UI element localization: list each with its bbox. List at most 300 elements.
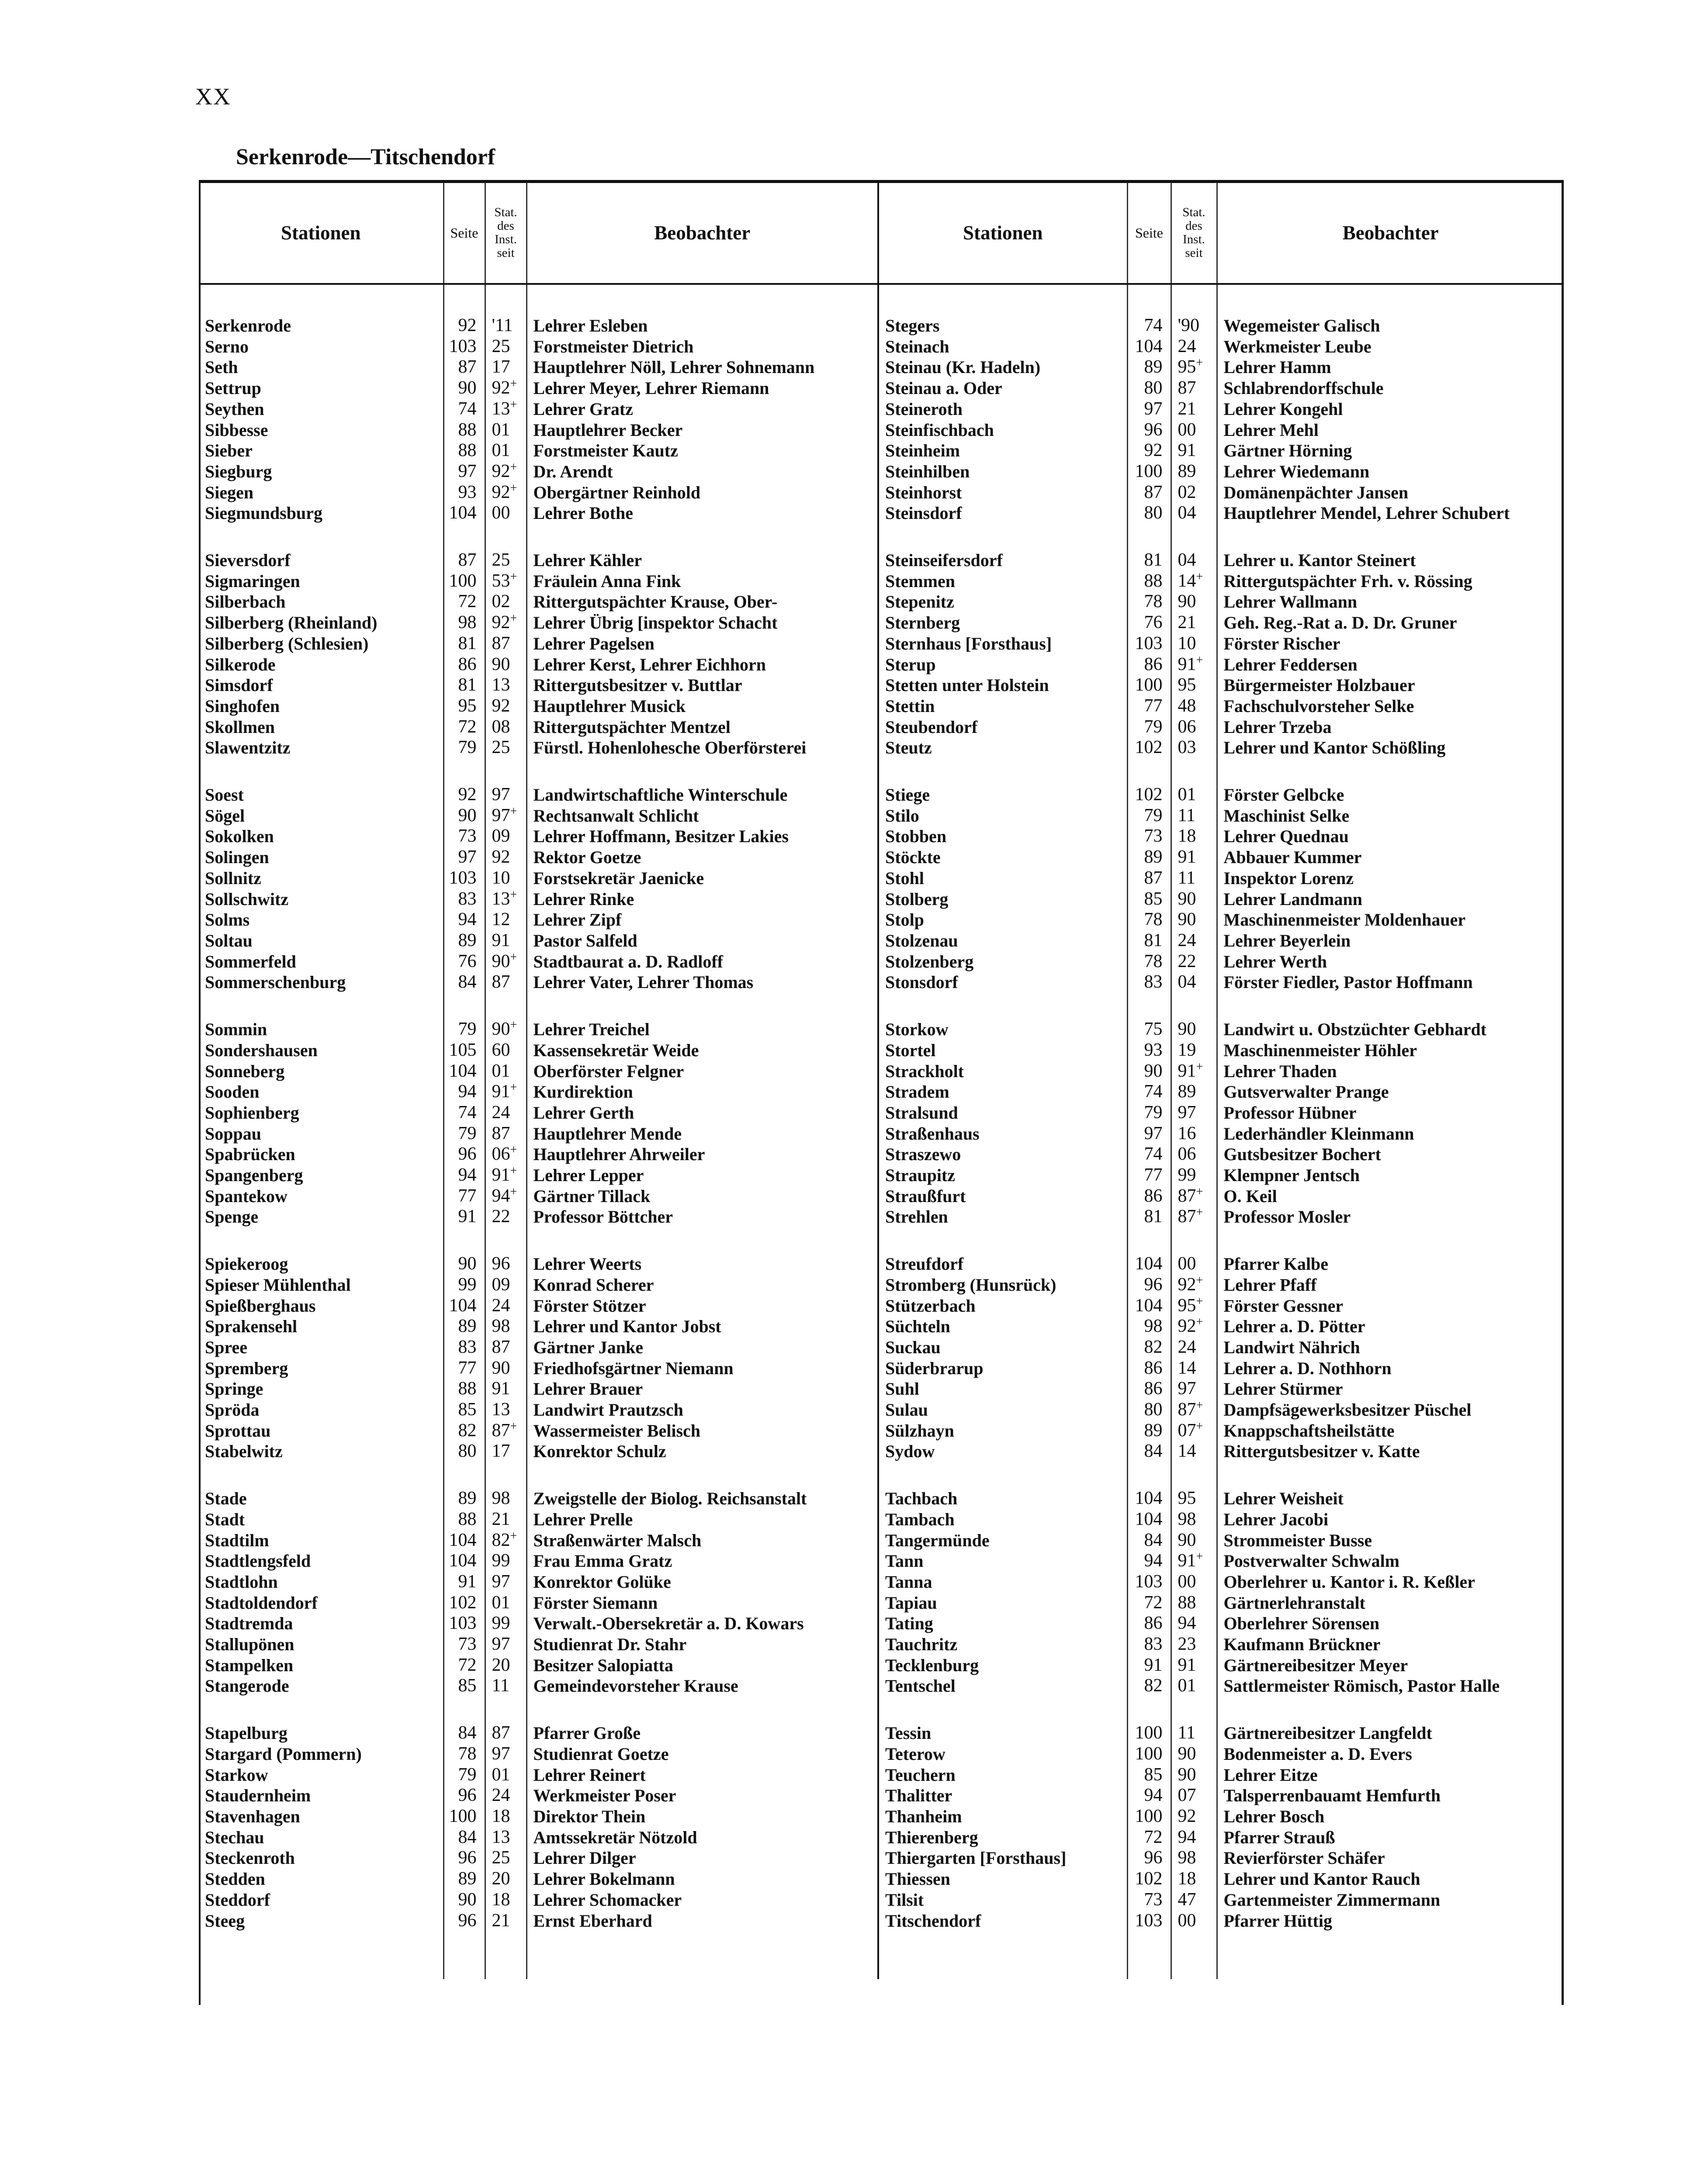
beobachter-left: Lehrer Meyer, Lehrer Riemann xyxy=(526,378,878,399)
seite-right: 97 xyxy=(1127,1123,1171,1144)
table-row xyxy=(199,612,1564,633)
station-right: Sterup xyxy=(878,654,1127,675)
station-left: Siegmundsburg xyxy=(205,503,322,523)
beobachter-left: Lehrer Vater, Lehrer Thomas xyxy=(526,972,878,993)
stat-left: 13 xyxy=(485,1827,526,1848)
stat-right: 04 xyxy=(1171,503,1217,524)
stat-left: 21 xyxy=(485,1911,526,1932)
beobachter-left: Lehrer Kähler xyxy=(526,550,878,571)
seite-right: 91 xyxy=(1127,1655,1171,1676)
table-row xyxy=(199,1551,1564,1572)
seite-left: 72 xyxy=(443,591,485,612)
table-row xyxy=(199,1296,1564,1317)
stat-left: 01 xyxy=(485,1593,526,1614)
seite-right: 100 xyxy=(1127,1723,1171,1744)
station-right: Stolberg xyxy=(878,889,1127,910)
stat-right: 90 xyxy=(1171,889,1217,910)
station-right: Tating xyxy=(878,1613,1127,1634)
beobachter-left: Obergärtner Reinhold xyxy=(526,482,878,503)
beobachter-left: Hauptlehrer Mende xyxy=(526,1123,878,1144)
beobachter-right: Gärtnereibesitzer Meyer xyxy=(1217,1655,1564,1676)
stat-left: 17 xyxy=(485,357,526,378)
beobachter-right: Lehrer Bosch xyxy=(1217,1806,1564,1827)
stat-left: 24 xyxy=(485,1785,526,1806)
header-seite-left: Seite xyxy=(443,183,485,284)
stat-right: 95 xyxy=(1171,1488,1217,1509)
beobachter-left: Lehrer Reinert xyxy=(526,1765,878,1786)
stat-right: 02 xyxy=(1171,482,1217,503)
stat-right: 01 xyxy=(1171,784,1217,805)
station-right: Thierenberg xyxy=(878,1827,1127,1848)
table-row xyxy=(199,784,1564,805)
beobachter-left: Lehrer Hoffmann, Besitzer Lakies xyxy=(526,826,878,847)
spacer-row xyxy=(199,1697,1564,1723)
header-stationen-left: Stationen xyxy=(199,183,443,284)
seite-left: 92 xyxy=(443,315,485,336)
table-row xyxy=(199,972,1564,993)
beobachter-right: Lehrer Thaden xyxy=(1217,1061,1564,1082)
stat-left: 09 xyxy=(485,826,526,847)
station-left: Silberbach xyxy=(205,592,286,612)
stat-left: 98 xyxy=(485,1488,526,1509)
seite-left: 90 xyxy=(443,1890,485,1911)
station-left: Sondershausen xyxy=(205,1040,318,1060)
beobachter-left: Werkmeister Poser xyxy=(526,1785,878,1806)
stat-right: 11 xyxy=(1171,1723,1217,1744)
table-row xyxy=(199,1165,1564,1186)
stat-left: 82+ xyxy=(485,1530,526,1551)
station-left: Stadtlohn xyxy=(205,1572,278,1592)
table-row xyxy=(199,399,1564,420)
beobachter-left: Dr. Arendt xyxy=(526,461,878,482)
seite-right: 77 xyxy=(1127,1165,1171,1186)
stat-left: 91+ xyxy=(485,1082,526,1102)
beobachter-left: Zweigstelle der Biolog. Reichsanstalt xyxy=(526,1488,878,1509)
stat-right: 95 xyxy=(1171,675,1217,696)
station-left: Soltau xyxy=(205,930,253,950)
stat-right: 03 xyxy=(1171,737,1217,758)
beobachter-right: Professor Mosler xyxy=(1217,1206,1564,1227)
station-left: Stabelwitz xyxy=(205,1441,283,1462)
beobachter-left: Studienrat Dr. Stahr xyxy=(526,1634,878,1655)
stat-right: 90 xyxy=(1171,591,1217,612)
beobachter-right: Pfarrer Kalbe xyxy=(1217,1254,1564,1275)
seite-right: 77 xyxy=(1127,696,1171,717)
stat-right: 91+ xyxy=(1171,1061,1217,1082)
stat-right: 87+ xyxy=(1171,1400,1217,1420)
seite-right: 79 xyxy=(1127,1102,1171,1123)
stat-left: 13+ xyxy=(485,889,526,910)
running-head: Serkenrode—Titschendorf xyxy=(236,145,495,169)
seite-left: 91 xyxy=(443,1206,485,1227)
table-row xyxy=(199,930,1564,951)
stat-left: 87 xyxy=(485,633,526,654)
station-left: Serno xyxy=(205,336,249,356)
seite-left: 94 xyxy=(443,1082,485,1102)
seite-right: 103 xyxy=(1127,633,1171,654)
seite-left: 73 xyxy=(443,1634,485,1655)
seite-right: 73 xyxy=(1127,826,1171,847)
stat-right: 00 xyxy=(1171,1572,1217,1593)
beobachter-right: Lehrer Wiedemann xyxy=(1217,461,1564,482)
stat-right: 90 xyxy=(1171,1530,1217,1551)
beobachter-left: Lehrer Brauer xyxy=(526,1379,878,1400)
station-right: Tilsit xyxy=(878,1890,1127,1911)
seite-left: 77 xyxy=(443,1186,485,1207)
station-left: Spiekeroog xyxy=(205,1254,288,1274)
table-row xyxy=(199,1144,1564,1165)
beobachter-left: Lehrer Gratz xyxy=(526,399,878,420)
beobachter-right: Lehrer Kongehl xyxy=(1217,399,1564,420)
table-row xyxy=(199,696,1564,717)
seite-left: 76 xyxy=(443,951,485,972)
beobachter-right: Oberlehrer u. Kantor i. R. Keßler xyxy=(1217,1572,1564,1593)
station-left: Simsdorf xyxy=(205,675,273,695)
station-right: Stilo xyxy=(878,805,1127,826)
beobachter-right: Pfarrer Hüttig xyxy=(1217,1911,1564,1932)
stat-left: 09 xyxy=(485,1275,526,1296)
seite-right: 86 xyxy=(1127,1358,1171,1379)
stat-right: 94 xyxy=(1171,1613,1217,1634)
station-left: Sooden xyxy=(205,1082,260,1102)
beobachter-right: Maschinenmeister Moldenhauer xyxy=(1217,909,1564,930)
station-right: Tambach xyxy=(878,1509,1127,1530)
beobachter-left: Lehrer Übrig [inspektor Schacht xyxy=(526,612,878,633)
station-right: Thalitter xyxy=(878,1785,1127,1806)
stat-right: 14 xyxy=(1171,1441,1217,1462)
seite-right: 86 xyxy=(1127,1379,1171,1400)
beobachter-left: Landwirt Prautzsch xyxy=(526,1400,878,1420)
seite-left: 98 xyxy=(443,612,485,633)
station-left: Stargard (Pommern) xyxy=(205,1744,362,1764)
table-row xyxy=(199,1420,1564,1441)
table-row xyxy=(199,633,1564,654)
table-row xyxy=(199,378,1564,399)
seite-right: 103 xyxy=(1127,1911,1171,1932)
beobachter-left: Forstsekretär Jaenicke xyxy=(526,868,878,889)
beobachter-right: Gärtner Hörning xyxy=(1217,440,1564,461)
table-row xyxy=(199,675,1564,696)
station-right: Stützerbach xyxy=(878,1296,1127,1317)
beobachter-right: Domänenpächter Jansen xyxy=(1217,482,1564,503)
stat-right: 91+ xyxy=(1171,654,1217,675)
table-row xyxy=(199,1613,1564,1634)
stat-left: 97 xyxy=(485,784,526,805)
table-row xyxy=(199,336,1564,357)
station-left: Stadtremda xyxy=(205,1614,293,1634)
seite-right: 100 xyxy=(1127,1744,1171,1765)
seite-right: 104 xyxy=(1127,1254,1171,1275)
station-right: Stepenitz xyxy=(878,591,1127,612)
station-right: Tessin xyxy=(878,1723,1127,1744)
station-right: Stralsund xyxy=(878,1102,1127,1123)
beobachter-left: Lehrer Pagelsen xyxy=(526,633,878,654)
station-left: Spantekow xyxy=(205,1186,287,1206)
station-right: Stetten unter Holstein xyxy=(878,675,1127,696)
seite-left: 87 xyxy=(443,357,485,378)
stat-left: 22 xyxy=(485,1206,526,1227)
station-right: Sydow xyxy=(878,1441,1127,1462)
table-row xyxy=(199,1358,1564,1379)
stat-right: 11 xyxy=(1171,805,1217,826)
station-right: Stegers xyxy=(878,315,1127,336)
station-right: Teterow xyxy=(878,1744,1127,1765)
beobachter-right: Lehrer Stürmer xyxy=(1217,1379,1564,1400)
beobachter-left: Konrektor Schulz xyxy=(526,1441,878,1462)
seite-right: 104 xyxy=(1127,1296,1171,1317)
beobachter-left: Hauptlehrer Nöll, Lehrer Sohnemann xyxy=(526,357,878,378)
seite-left: 102 xyxy=(443,1593,485,1614)
beobachter-left: Professor Böttcher xyxy=(526,1206,878,1227)
station-left: Sommerschenburg xyxy=(205,972,346,992)
stat-left: 91 xyxy=(485,1379,526,1400)
station-right: Storkow xyxy=(878,1019,1127,1040)
seite-left: 103 xyxy=(443,336,485,357)
beobachter-left: Fräulein Anna Fink xyxy=(526,571,878,592)
station-right: Tangermünde xyxy=(878,1530,1127,1551)
beobachter-left: Konrektor Golüke xyxy=(526,1572,878,1593)
seite-right: 96 xyxy=(1127,420,1171,441)
stat-right: 06 xyxy=(1171,1144,1217,1165)
table-row xyxy=(199,1676,1564,1697)
table-row xyxy=(199,1488,1564,1509)
seite-right: 78 xyxy=(1127,909,1171,930)
beobachter-right: Strommeister Busse xyxy=(1217,1530,1564,1551)
beobachter-left: Friedhofsgärtner Niemann xyxy=(526,1358,878,1379)
seite-right: 80 xyxy=(1127,503,1171,524)
beobachter-right: Pfarrer Strauß xyxy=(1217,1827,1564,1848)
beobachter-right: Dampfsägewerksbesitzer Püschel xyxy=(1217,1400,1564,1420)
station-right: Stolzenberg xyxy=(878,951,1127,972)
stat-left: 92+ xyxy=(485,461,526,482)
stat-left: 90+ xyxy=(485,1019,526,1040)
station-left: Stedden xyxy=(205,1869,265,1889)
beobachter-left: Lehrer Schomacker xyxy=(526,1890,878,1911)
station-left: Sprottau xyxy=(205,1420,271,1441)
table-row xyxy=(199,1509,1564,1530)
station-right: Stolp xyxy=(878,909,1127,930)
station-left: Skollmen xyxy=(205,717,275,737)
beobachter-right: Knappschaftsheilstätte xyxy=(1217,1420,1564,1441)
beobachter-left: Lehrer Lepper xyxy=(526,1165,878,1186)
station-left: Stade xyxy=(205,1489,247,1509)
stat-right: 19 xyxy=(1171,1040,1217,1061)
seite-right: 97 xyxy=(1127,399,1171,420)
seite-left: 77 xyxy=(443,1358,485,1379)
stat-left: 92+ xyxy=(485,612,526,633)
seite-left: 73 xyxy=(443,826,485,847)
beobachter-left: Lehrer und Kantor Jobst xyxy=(526,1316,878,1337)
beobachter-right: Landwirt Nährich xyxy=(1217,1337,1564,1358)
beobachter-left: Direktor Thein xyxy=(526,1806,878,1827)
beobachter-left: Besitzer Salopiatta xyxy=(526,1655,878,1676)
stat-left: 24 xyxy=(485,1296,526,1317)
stat-right: 10 xyxy=(1171,633,1217,654)
station-right: Tentschel xyxy=(878,1676,1127,1697)
beobachter-right: Lehrer Landmann xyxy=(1217,889,1564,910)
stat-right: 87+ xyxy=(1171,1186,1217,1207)
beobachter-left: Hauptlehrer Musick xyxy=(526,696,878,717)
station-right: Suhl xyxy=(878,1379,1127,1400)
beobachter-right: Lehrer Eitze xyxy=(1217,1765,1564,1786)
beobachter-left: Fürstl. Hohenlohesche Oberförsterei xyxy=(526,737,878,758)
station-left: Stadtlengsfeld xyxy=(205,1551,311,1571)
station-right: Thiergarten [Forsthaus] xyxy=(878,1848,1127,1869)
seite-right: 84 xyxy=(1127,1530,1171,1551)
station-left: Sokolken xyxy=(205,826,274,847)
seite-right: 79 xyxy=(1127,717,1171,738)
header-beobachter-right: Beobachter xyxy=(1217,183,1564,284)
seite-left: 97 xyxy=(443,461,485,482)
seite-right: 81 xyxy=(1127,550,1171,571)
table-row xyxy=(199,1061,1564,1082)
table-row xyxy=(199,1890,1564,1911)
station-right: Tann xyxy=(878,1551,1127,1572)
stat-right: 89 xyxy=(1171,461,1217,482)
station-right: Suckau xyxy=(878,1337,1127,1358)
table-row xyxy=(199,1530,1564,1551)
seite-left: 94 xyxy=(443,909,485,930)
seite-left: 84 xyxy=(443,1723,485,1744)
beobachter-right: Professor Hübner xyxy=(1217,1102,1564,1123)
stat-right: 98 xyxy=(1171,1509,1217,1530)
stat-left: 01 xyxy=(485,440,526,461)
stat-left: 87 xyxy=(485,1123,526,1144)
station-right: Tauchritz xyxy=(878,1634,1127,1655)
beobachter-right: Lehrer und Kantor Rauch xyxy=(1217,1869,1564,1890)
table-row xyxy=(199,1572,1564,1593)
station-left: Sibbesse xyxy=(205,420,268,440)
table-row xyxy=(199,1744,1564,1765)
stat-left: 17 xyxy=(485,1441,526,1462)
station-right: Steubendorf xyxy=(878,717,1127,738)
station-register-table xyxy=(199,183,1564,1979)
seite-right: 86 xyxy=(1127,654,1171,675)
beobachter-left: Lehrer Kerst, Lehrer Eichhorn xyxy=(526,654,878,675)
station-left: Sophienberg xyxy=(205,1102,299,1123)
stat-right: 04 xyxy=(1171,972,1217,993)
stat-right: 87+ xyxy=(1171,1206,1217,1227)
beobachter-right: Förster Fiedler, Pastor Hoffmann xyxy=(1217,972,1564,993)
seite-left: 82 xyxy=(443,1420,485,1441)
table-row xyxy=(199,1593,1564,1614)
beobachter-right: Lehrer Mehl xyxy=(1217,420,1564,441)
station-left: Steddorf xyxy=(205,1890,270,1910)
seite-right: 81 xyxy=(1127,930,1171,951)
station-left: Stechau xyxy=(205,1827,264,1847)
table-row xyxy=(199,1869,1564,1890)
seite-left: 103 xyxy=(443,1613,485,1634)
beobachter-left: Pfarrer Große xyxy=(526,1723,878,1744)
seite-right: 90 xyxy=(1127,1061,1171,1082)
header-stationen-right: Stationen xyxy=(878,183,1127,284)
station-left: Stangerode xyxy=(205,1676,289,1696)
station-left: Spenge xyxy=(205,1207,259,1227)
table-row xyxy=(199,482,1564,503)
stat-left: 97 xyxy=(485,1634,526,1655)
beobachter-right: Klempner Jentsch xyxy=(1217,1165,1564,1186)
seite-right: 87 xyxy=(1127,868,1171,889)
stat-left: 25 xyxy=(485,1848,526,1869)
station-left: Spree xyxy=(205,1337,248,1357)
beobachter-right: Lehrer Beyerlein xyxy=(1217,930,1564,951)
station-left: Sigmaringen xyxy=(205,571,300,591)
beobachter-left: Gemeindevorsteher Krause xyxy=(526,1676,878,1697)
beobachter-left: Lehrer Prelle xyxy=(526,1509,878,1530)
seite-right: 100 xyxy=(1127,1806,1171,1827)
seite-right: 74 xyxy=(1127,1082,1171,1102)
station-left: Singhofen xyxy=(205,696,280,716)
station-left: Slawentzitz xyxy=(205,738,291,758)
station-left: Spieser Mühlenthal xyxy=(205,1275,351,1295)
spacer-row xyxy=(199,1931,1564,1979)
station-right: Steinfischbach xyxy=(878,420,1127,441)
stat-right: 90 xyxy=(1171,1744,1217,1765)
station-right: Stohl xyxy=(878,868,1127,889)
beobachter-right: Lehrer Quednau xyxy=(1217,826,1564,847)
beobachter-right: Förster Rischer xyxy=(1217,633,1564,654)
station-left: Stadtoldendorf xyxy=(205,1593,318,1613)
stat-right: 91+ xyxy=(1171,1551,1217,1572)
stat-right: 91 xyxy=(1171,847,1217,868)
seite-left: 85 xyxy=(443,1400,485,1420)
seite-right: 89 xyxy=(1127,357,1171,378)
table-row xyxy=(199,1123,1564,1144)
stat-right: 18 xyxy=(1171,826,1217,847)
beobachter-left: Lehrer Bokelmann xyxy=(526,1869,878,1890)
beobachter-right: Lehrer Wallmann xyxy=(1217,591,1564,612)
header-stat-right: Stat. des Inst. seit xyxy=(1171,183,1217,284)
stat-left: 11 xyxy=(485,1676,526,1697)
stat-right: 90 xyxy=(1171,1765,1217,1786)
beobachter-right: Postverwalter Schwalm xyxy=(1217,1551,1564,1572)
beobachter-right: Lehrer Pfaff xyxy=(1217,1275,1564,1296)
beobachter-right: Lehrer Werth xyxy=(1217,951,1564,972)
stat-left: 92 xyxy=(485,696,526,717)
beobachter-right: Lederhändler Kleinmann xyxy=(1217,1123,1564,1144)
header-seite-right: Seite xyxy=(1127,183,1171,284)
spacer-row xyxy=(199,1462,1564,1488)
table-row xyxy=(199,1316,1564,1337)
beobachter-right: Lehrer und Kantor Schößling xyxy=(1217,737,1564,758)
station-right: Stonsdorf xyxy=(878,972,1127,993)
station-left: Siegen xyxy=(205,482,254,502)
table-row xyxy=(199,461,1564,482)
seite-right: 72 xyxy=(1127,1827,1171,1848)
seite-left: 84 xyxy=(443,972,485,993)
spacer-row xyxy=(199,758,1564,784)
beobachter-right: Fachschulvorsteher Selke xyxy=(1217,696,1564,717)
stat-right: 99 xyxy=(1171,1165,1217,1186)
table-row xyxy=(199,1019,1564,1040)
table-row xyxy=(199,1082,1564,1102)
beobachter-left: Forstmeister Dietrich xyxy=(526,336,878,357)
stat-left: 87 xyxy=(485,1337,526,1358)
stat-right: 24 xyxy=(1171,1337,1217,1358)
seite-left: 96 xyxy=(443,1911,485,1932)
table-row xyxy=(199,654,1564,675)
seite-left: 89 xyxy=(443,1488,485,1509)
station-left: Sieber xyxy=(205,441,253,461)
stat-left: 87+ xyxy=(485,1420,526,1441)
beobachter-left: Rittergutspächter Mentzel xyxy=(526,717,878,738)
seite-left: 100 xyxy=(443,1806,485,1827)
stat-right: 00 xyxy=(1171,1911,1217,1932)
beobachter-right: Landwirt u. Obstzüchter Gebhardt xyxy=(1217,1019,1564,1040)
seite-left: 85 xyxy=(443,1676,485,1697)
station-right: Stettin xyxy=(878,696,1127,717)
seite-right: 78 xyxy=(1127,591,1171,612)
